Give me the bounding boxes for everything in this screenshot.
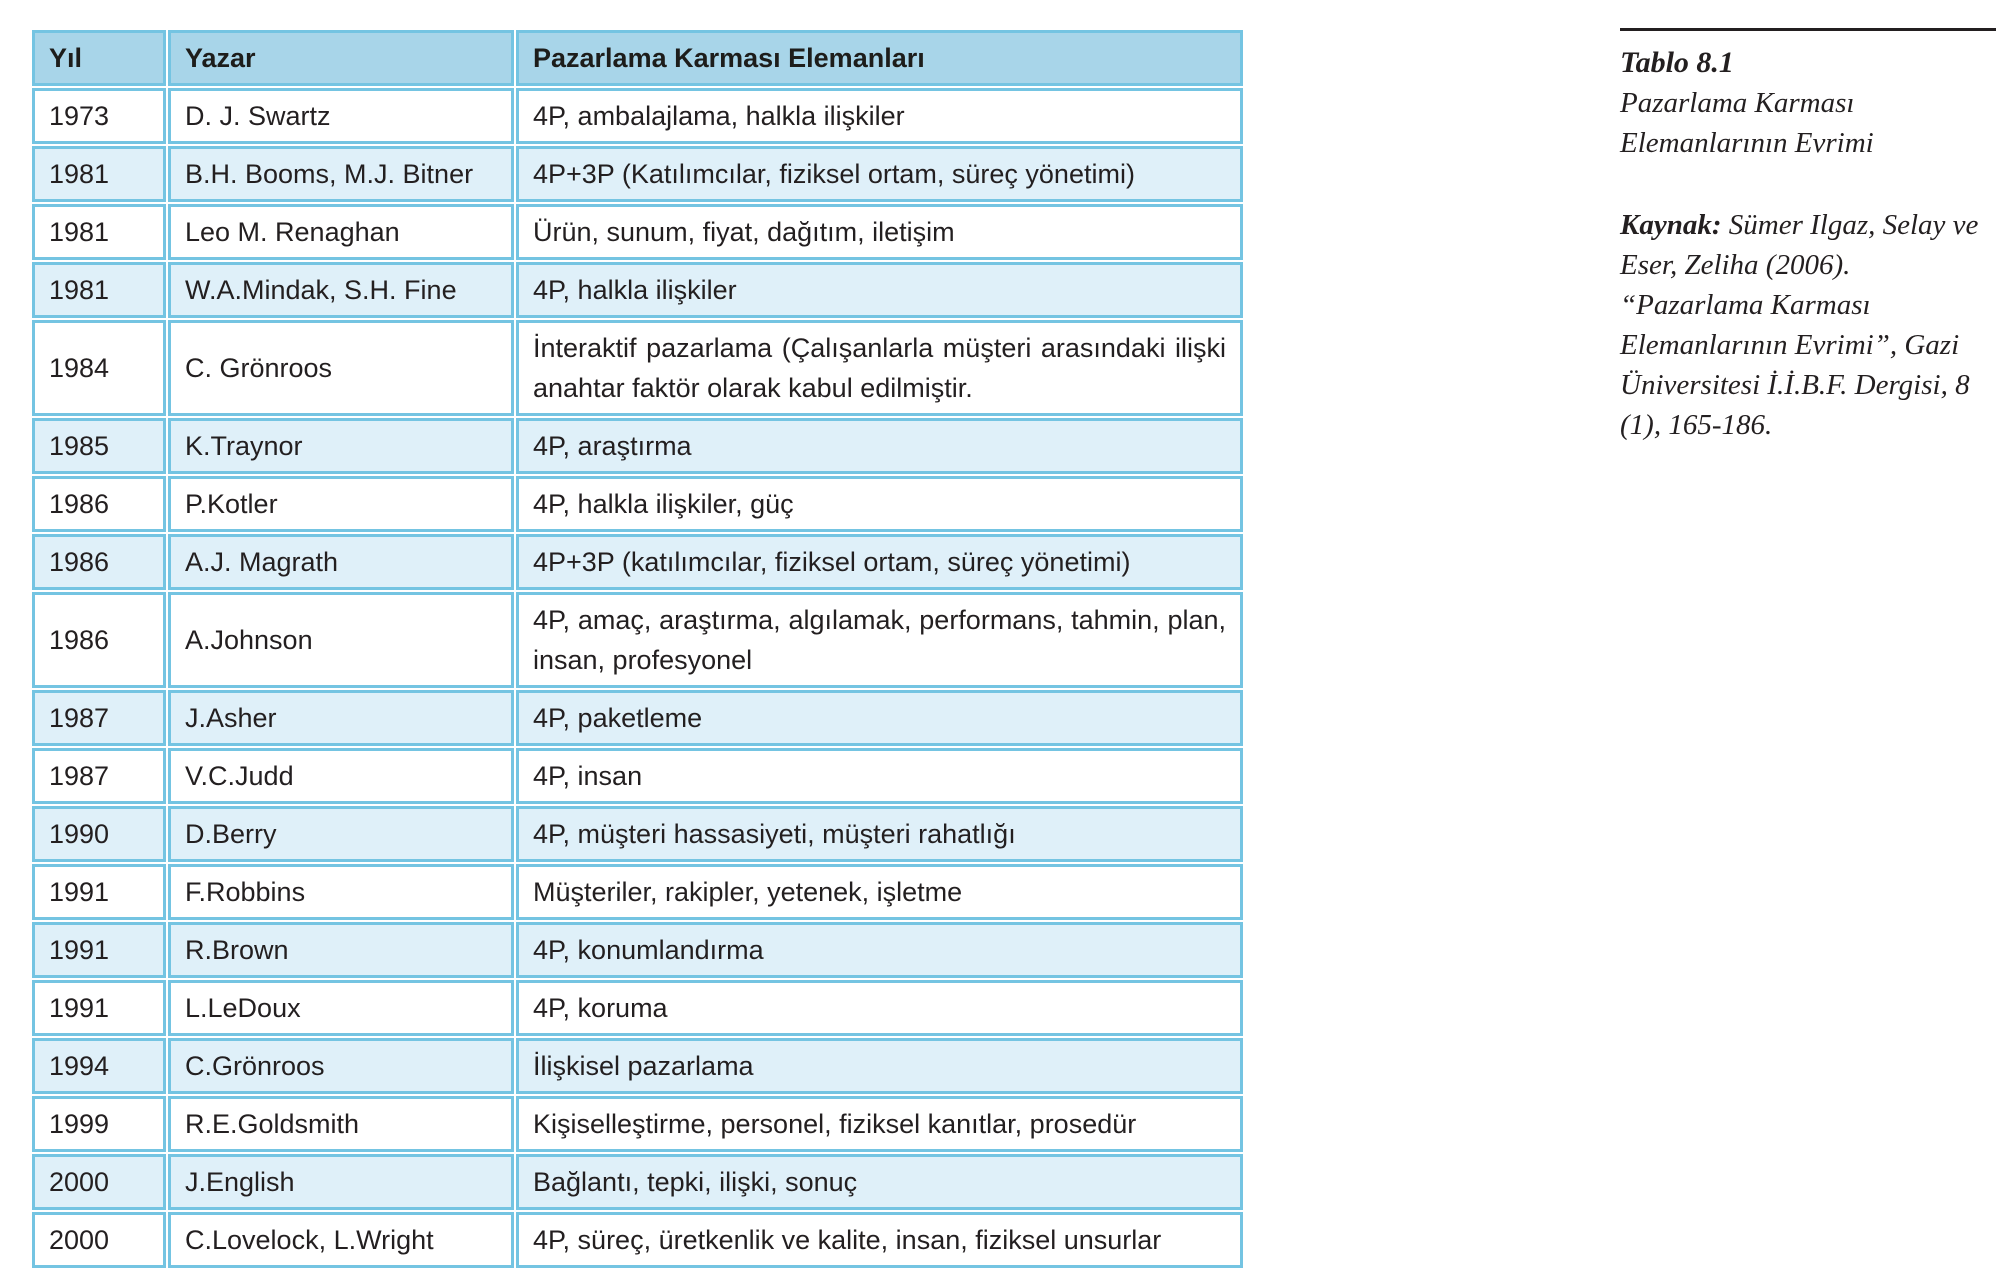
column-header-year: Yıl — [32, 30, 166, 86]
elements-cell: 4P, insan — [516, 748, 1243, 804]
year-cell: 1991 — [32, 980, 166, 1036]
table-row — [32, 320, 1243, 416]
elements-cell: 4P, halkla ilişkiler, güç — [516, 476, 1243, 532]
column-header-elements: Pazarlama Karması Elemanları — [516, 30, 1243, 86]
table-caption-label: Tablo 8.1 — [1620, 46, 1734, 79]
author-cell: K.Traynor — [168, 418, 514, 474]
elements-cell: Bağlantı, tepki, ilişki, sonuç — [516, 1154, 1243, 1210]
source-label: Kaynak: — [1620, 209, 1722, 241]
elements-cell: İlişkisel pazarlama — [516, 1038, 1243, 1094]
source-text: Sümer Ilgaz, Selay ve Eser, Zeliha (2006). “Pazarlama Karması Elemanlarının Evrimi”, Gazi Üniversitesi İ.İ.B.F. Dergisi, 8 (1), 165-186. — [1620, 209, 1979, 441]
table-row — [32, 476, 1243, 532]
table-row — [32, 922, 1243, 978]
author-cell: L.LeDoux — [168, 980, 514, 1036]
author-cell: P.Kotler — [168, 476, 514, 532]
table-row — [32, 748, 1243, 804]
table-row — [32, 592, 1243, 688]
author-cell: F.Robbins — [168, 864, 514, 920]
author-cell: B.H. Booms, M.J. Bitner — [168, 146, 514, 202]
marketing-mix-table — [30, 28, 1245, 1270]
author-cell: C. Grönroos — [168, 320, 514, 416]
table-row — [32, 1096, 1243, 1152]
author-cell: R.E.Goldsmith — [168, 1096, 514, 1152]
year-cell: 1999 — [32, 1096, 166, 1152]
table-row — [32, 690, 1243, 746]
year-cell: 1981 — [32, 262, 166, 318]
year-cell: 1986 — [32, 592, 166, 688]
marketing-mix-table-wrap — [30, 28, 1245, 1270]
table-header-row — [32, 30, 1243, 86]
table-body — [32, 88, 1243, 1268]
table-row — [32, 1212, 1243, 1268]
year-cell: 1986 — [32, 534, 166, 590]
year-cell: 1986 — [32, 476, 166, 532]
elements-cell: Ürün, sunum, fiyat, dağıtım, iletişim — [516, 204, 1243, 260]
elements-cell: İnteraktif pazarlama (Çalışanlarla müşteri arasındaki ilişki anahtar faktör olarak kabul edilmiştir. — [516, 320, 1243, 416]
table-row — [32, 262, 1243, 318]
author-cell: W.A.Mindak, S.H. Fine — [168, 262, 514, 318]
elements-cell: Kişiselleştirme, personel, fiziksel kanıtlar, prosedür — [516, 1096, 1243, 1152]
year-cell: 2000 — [32, 1212, 166, 1268]
elements-cell: 4P, halkla ilişkiler — [516, 262, 1243, 318]
table-row — [32, 864, 1243, 920]
table-caption-sidebar — [1620, 28, 1996, 445]
elements-cell: Müşteriler, rakipler, yetenek, işletme — [516, 864, 1243, 920]
author-cell: D.Berry — [168, 806, 514, 862]
table-row — [32, 146, 1243, 202]
author-cell: C.Lovelock, L.Wright — [168, 1212, 514, 1268]
author-cell: C.Grönroos — [168, 1038, 514, 1094]
author-cell: R.Brown — [168, 922, 514, 978]
table-row — [32, 806, 1243, 862]
table-row — [32, 418, 1243, 474]
table-row — [32, 534, 1243, 590]
author-cell: D. J. Swartz — [168, 88, 514, 144]
year-cell: 1981 — [32, 146, 166, 202]
year-cell: 1987 — [32, 748, 166, 804]
table-row — [32, 204, 1243, 260]
author-cell: A.Johnson — [168, 592, 514, 688]
year-cell: 1981 — [32, 204, 166, 260]
year-cell: 1984 — [32, 320, 166, 416]
elements-cell: 4P, ambalajlama, halkla ilişkiler — [516, 88, 1243, 144]
year-cell: 1990 — [32, 806, 166, 862]
elements-cell: 4P+3P (katılımcılar, fiziksel ortam, süreç yönetimi) — [516, 534, 1243, 590]
year-cell: 1991 — [32, 922, 166, 978]
table-row — [32, 88, 1243, 144]
table-row — [32, 980, 1243, 1036]
elements-cell: 4P+3P (Katılımcılar, fiziksel ortam, süreç yönetimi) — [516, 146, 1243, 202]
elements-cell: 4P, müşteri hassasiyeti, müşteri rahatlığı — [516, 806, 1243, 862]
year-cell: 1985 — [32, 418, 166, 474]
year-cell: 1994 — [32, 1038, 166, 1094]
elements-cell: 4P, süreç, üretkenlik ve kalite, insan, fiziksel unsurlar — [516, 1212, 1243, 1268]
author-cell: Leo M. Renaghan — [168, 204, 514, 260]
author-cell: J.Asher — [168, 690, 514, 746]
author-cell: V.C.Judd — [168, 748, 514, 804]
elements-cell: 4P, amaç, araştırma, algılamak, performans, tahmin, plan, insan, profesyonel — [516, 592, 1243, 688]
source-note — [1620, 205, 1996, 445]
year-cell: 1987 — [32, 690, 166, 746]
elements-cell: 4P, konumlandırma — [516, 922, 1243, 978]
year-cell: 2000 — [32, 1154, 166, 1210]
author-cell: A.J. Magrath — [168, 534, 514, 590]
year-cell: 1991 — [32, 864, 166, 920]
elements-cell: 4P, paketleme — [516, 690, 1243, 746]
elements-cell: 4P, koruma — [516, 980, 1243, 1036]
caption-divider — [1620, 28, 1996, 31]
author-cell: J.English — [168, 1154, 514, 1210]
year-cell: 1973 — [32, 88, 166, 144]
elements-cell: 4P, araştırma — [516, 418, 1243, 474]
column-header-author: Yazar — [168, 30, 514, 86]
table-caption-title: Pazarlama Karması Elemanlarının Evrimi — [1620, 87, 1874, 159]
table-row — [32, 1154, 1243, 1210]
table-row — [32, 1038, 1243, 1094]
